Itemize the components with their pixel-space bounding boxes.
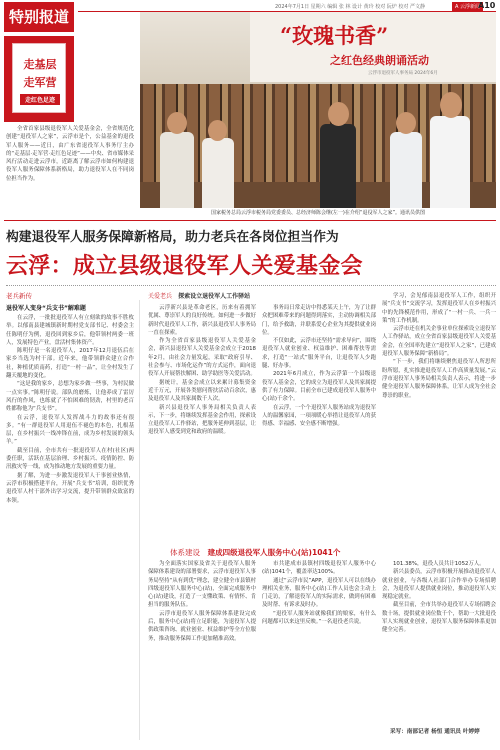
section-2-tag: 关爱老兵 (148, 293, 173, 300)
campaign-logo-inner (12, 43, 66, 113)
section-1-heading: 退役军人变身“兵支书”解难题 (6, 305, 86, 312)
paragraph: 为全面落实国家及省关于退役军人服务保障体系建设的部署要求，云浮市退役军人事务局坚持“从有到优”理念，建立健全市县镇村四级退役军人服务中心(站)，全面完成服务中心(站)建设，打造了一支懂政策、有情怀、肯担当的服务队伍。 (148, 561, 256, 609)
lead-paragraph: 全省首家县级退役军人关爱基金会，全省规范化创建“退役军人之家”，云浮市是个，公益基金的退役军人服务——近日，由广东省退役军人事务厅主办的“走基层·走军营·走红色足迹”——中央、省市媒体采风行活动走进云浮市，近距离了解云浮市如何构建退役军人服务保障体系新格局，助力退役军人在不同岗位担当作为。 (6, 126, 134, 182)
person-head (396, 112, 416, 134)
campaign-line-1: 走基层 (23, 58, 57, 71)
person-head (440, 92, 462, 118)
headline-rule (4, 220, 496, 221)
person-head (328, 102, 349, 126)
banner-subtitle: 之红色经典朗诵活动 (330, 54, 429, 67)
paragraph: 截至目前，全市共举办退役军人专场招聘会数十场，提供就业岗位数千个，帮助一大批退役军人实现就业创业，退役军人服务保障体系更加健全完善。 (382, 602, 496, 634)
person-figure (202, 138, 234, 208)
paragraph: 不仅如此，云浮市还坚持“需求导向”，围绕退役军人就业创业、权益维护、困难帮扶等需求，打造“一站式”服务平台，让退役军人少跑腿、好办事。 (262, 338, 376, 370)
banner-title: “玫瑰书香” (280, 23, 389, 48)
campaign-logo-box (4, 36, 74, 122)
person-head (167, 112, 187, 134)
paragraph: 事务局日常走访中得悉某天上午，为了让群众把困难带来的问题得到落实，主动协调相关部门，给予救助，并联系爱心企业为其提供就业岗位。 (262, 305, 376, 336)
header-info: 2024年7月1日 星期六 编辑 张 林 设计 黄玲 校对 阮炉 校对 严文静 (275, 4, 425, 10)
paragraph: 陈明仔是一名退役军人，2017年12月退伍后在家乡当选为村干部。近年来，他带领群众建立合作社，种植优质南药，打造“一村一品”，让全村发生了翻天覆地的变化。 (6, 348, 134, 380)
section-1-label: 老兵新传 (6, 292, 32, 300)
paragraph: 2021年6月成立，作为云浮第一个县级退役军人基金会，它的成立为退役军人及其家属提供了有力保障。目前全市已建成退役军人服务中心(站)千余个。 (262, 371, 376, 403)
section-5-left (148, 560, 256, 746)
paragraph: 在云浮，一批批退役军人有立刻欲的故事不胜枚举。以郁南县建城镇新时期村党支部书记、村委会主任陈明仔为例，退役回到家乡后，他带领村两委一班人，发展特色产业，盘活村集体资产。 (6, 315, 134, 346)
campaign-line-2: 走军营 (23, 76, 57, 89)
paragraph: 云浮市退役军人服务保障体系建设完成后，服务中心(站)将立足职能，为退役军人提供政策咨询、就业创业、权益维护等全方位服务，推动服务保障工作更加精准高效。 (148, 610, 256, 642)
section-5-tag: 体系建设 (170, 548, 200, 557)
column-divider (139, 300, 140, 740)
section-5-heading: 建成四级退役军人服务中心(站)1041个 (207, 548, 341, 557)
person-figure (430, 116, 470, 208)
person-head (208, 120, 227, 141)
section-2-heading: 探索设立退役军人工作驿站 (178, 293, 251, 300)
page-number: A10 (478, 1, 496, 10)
section-5-heading-row (170, 547, 340, 558)
paragraph: “下一步，我们将继续聚焦退役军人所思所盼所愿，扎实推进退役军人工作高质量发展。”云浮市退役军人事务局相关负责人表示，将进一步健全退役军人服务保障体系，让军人成为全社会尊崇的职业。 (382, 359, 496, 399)
campaign-line-3: 走红色足迹 (20, 94, 60, 105)
person-figure (320, 124, 356, 208)
paragraph: 截至目前，全市共有一批退役军人在村(社区)两委任职，活跃在基层治理、乡村振兴、疫情防控、防汛救灾等一线，成为推动地方发展的重要力量。 (6, 447, 134, 471)
section-5-right (382, 560, 496, 724)
section-1-tag (6, 291, 32, 300)
paragraph: “这是我的家乡，总想为家乡做一些事，为村民做一点实事。”陈明仔说。部队的磨炼，让他养成了雷厉风行的作风，也练就了不怕困难的韧劲，村里的老百姓都称他为“兵支书”。 (6, 381, 134, 413)
section-2-heading-row (148, 291, 250, 300)
photo-caption: 国家税务总局云浮市税务局党委委员、总经济师陈会继(左一)在介绍“退役军人之家”。通讯员供图 (210, 210, 426, 216)
section-4-body (382, 292, 496, 542)
section-2-body (148, 304, 256, 542)
paragraph: 通过“云浮市民”APP，退役军人可以在线办理相关业务，服务中心(站)工作人员也会主动上门走访，了解退役军人的实际需求，做到有困难及时帮、有诉求及时办。 (262, 577, 376, 609)
banner-note: 云浮市退役军人事务局 2024年6月 (368, 71, 438, 76)
section-1-body (6, 314, 134, 734)
paragraph: “退役军人服务站就像我们的娘家，有什么问题都可以来这里反映。”一名退役老兵说。 (262, 610, 376, 626)
section-3-body (262, 304, 376, 542)
paragraph: 据了解，为进一步激发退役军人干事创业热情，云浮市积极搭建平台，开展“兵支书”培训，组织优秀退役军人村干部外出学习交流，提升带领群众致富的本领。 (6, 472, 134, 504)
paragraph: 市共建成市县镇村四级退役军人服务中心(站)1041个，覆盖率达100%。 (262, 561, 376, 576)
section-tag: 特别报道 (4, 2, 74, 32)
paragraph: 学习，会见郁南县退役军人工作，组织开展“兵支书”交流学习，发挥退役军人在乡村振兴中的先锋模范作用，形成了“一村一兵、一兵一策”的工作机制。 (382, 293, 496, 324)
section-5-mid (262, 560, 376, 746)
paragraph: 在云浮，退役军人发挥战斗力的故事还有很多。“有一群退役军人用退伍不褪色的本色，扎根基层，在乡村振兴一线冲锋在前，成为乡村发展的领头羊。” (6, 414, 134, 446)
paragraph: 在云浮，一个个退役军人服务站成为退役军人的温馨家园，一项项暖心举措让退役军人的获得感、幸福感、安全感不断增强。 (262, 404, 376, 428)
person-figure (390, 132, 422, 208)
paragraph: 新兴县退役军人事务局相关负责人表示，下一步，将继续发挥基金会作用，探索设立退役军人工作驿站，把服务延伸到基层，让退役军人感受到党和政府的温暖。 (148, 404, 256, 436)
paragraph: 云浮市还在机关企事业单位探索设立退役军人工作驿站，成立全省首家县级退役军人关爱基金会，在全国率先建立“退役军人之家”，已建成退役军人服务保障“新格局”。 (382, 326, 496, 358)
paragraph: 101.38%，退役人员共计1052万人。 (393, 561, 485, 567)
paragraph: 新兴县委员，云浮市积极开展推动退役军人就业创业，与各级人社部门合作举办专场招聘会，为退役军人提供就业岗位，推动退役军人实现稳定就业。 (382, 569, 496, 601)
edition-badge: A 云浮新闻 (452, 2, 483, 11)
person-figure (160, 132, 194, 208)
paragraph: 云浮新兴县是革命老区，历来有着拥军优属、尊崇军人的良好传统。如何进一步做好新时代退役军人工作，新兴县退役军人事务局一直在探索。 (148, 305, 256, 336)
photo-banner (250, 12, 496, 82)
paragraph: 作为全省首家县级退役军人关爱基金会，新兴县退役军人关爱基金会成立于2018年2月，由社会力量发起，采取“政府引导、社会参与、市场化运作”的方式运作，面向退役军人开展帮扶解困、助学助医等关爱活动。 (148, 338, 256, 378)
paragraph: 据统计，基金会成立以来累计募集资金近千万元，开展各类慰问帮扶活动百余次，惠及退役军人及其家属数千人次。 (148, 379, 256, 403)
news-photo (140, 12, 496, 208)
headline-title: 云浮：成立县级退役军人关爱基金会 (6, 254, 363, 279)
headline-subtitle: 构建退役军人服务保障新格局，助力老兵在各岗位担当作为 (6, 230, 339, 245)
section-divider (6, 285, 496, 286)
article-byline: 采写：南部记者 杨恒 通讯员 叶婷婷 (390, 729, 480, 735)
